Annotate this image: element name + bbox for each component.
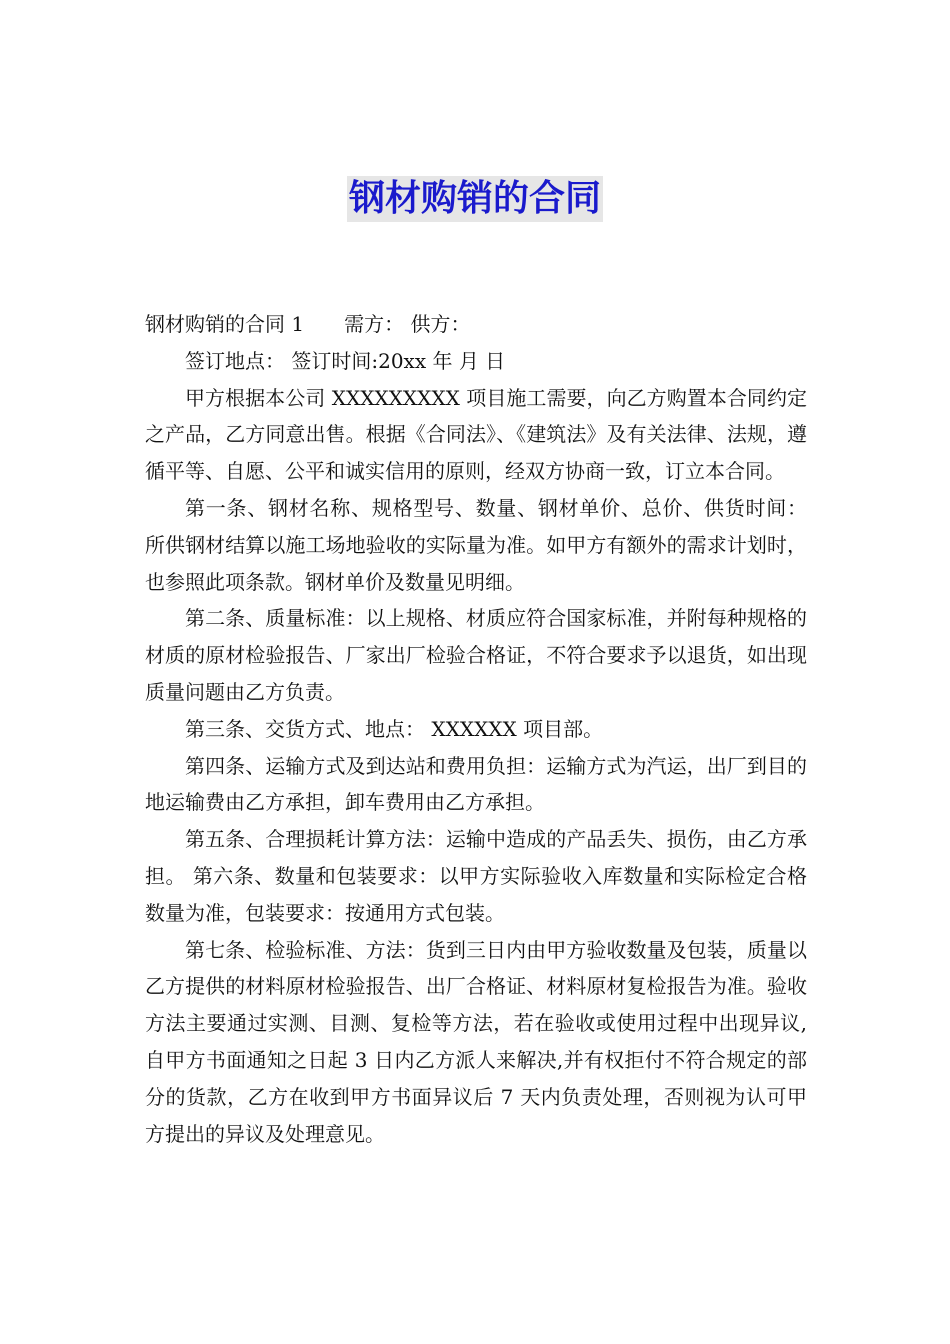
document-title: 钢材购销的合同 [347,176,603,222]
contract-heading: 钢材购销的合同 1 [145,312,305,336]
article-4-paragraph: 第四条、运输方式及到达站和费用负担：运输方式为汽运，出厂到目的地运输费由乙方承担，卸车费用由乙方承担。 [145,753,807,815]
article-3-paragraph: 第三条、交货方式、地点： XXXXXX 项目部。 [185,716,604,741]
signing-info-paragraph: 签订地点： 签订时间:20xx 年 月 日 [185,348,506,373]
article-5-6-paragraph: 第五条、合理损耗计算方法：运输中造成的产品丢失、损伤，由乙方承担。 第六条、数量和包装要求：以甲方实际验收入库数量和实际检定合格数量为准，包装要求：按通用方式包装。 [145,827,807,925]
article-2-paragraph: 第二条、质量标准：以上规格、材质应符合国家标准，并附每种规格的材质的原材检验报告、厂家出厂检验合格证，不符合要求予以退货，如出现质量问题由乙方负责。 [145,606,807,704]
contract-parties: 需方： 供方： [344,312,471,336]
article-1-paragraph: 第一条、钢材名称、规格型号、数量、钢材单价、总价、供货时间： 所供钢材结算以施工场地验收的实际量为准。如甲方有额外的需求计划时，也参照此项条款。钢材单价及数量见明细。 [145,495,807,594]
document-body [145,306,807,1152]
title-container [0,176,950,222]
preamble-paragraph: 甲方根据本公司 XXXXXXXXX 项目施工需要，向乙方购置本合同约定之产品，乙方同意出售。根据《合同法》、《建筑法》及有关法律、法规，遵循平等、自愿、公平和诚实信用的原则，经双方协商一致，订立本合同。 [145,385,807,484]
intro-line [145,306,807,343]
article-7-paragraph: 第七条、检验标准、方法：货到三日内由甲方验收数量及包装，质量以乙方提供的材料原材检验报告、出厂合格证、材料原材复检报告为准。验收方法主要通过实测、目测、复检等方法，若在验收或使用过程中出现异议,自甲方书面通知之日起 3 日内乙方派人来解决,并有权拒付不符合规定的部分的货款，乙方在收到甲方书面异议后 7 天内负责处理，否则视为认可甲方提出的异议及处理意见。 [145,937,807,1146]
